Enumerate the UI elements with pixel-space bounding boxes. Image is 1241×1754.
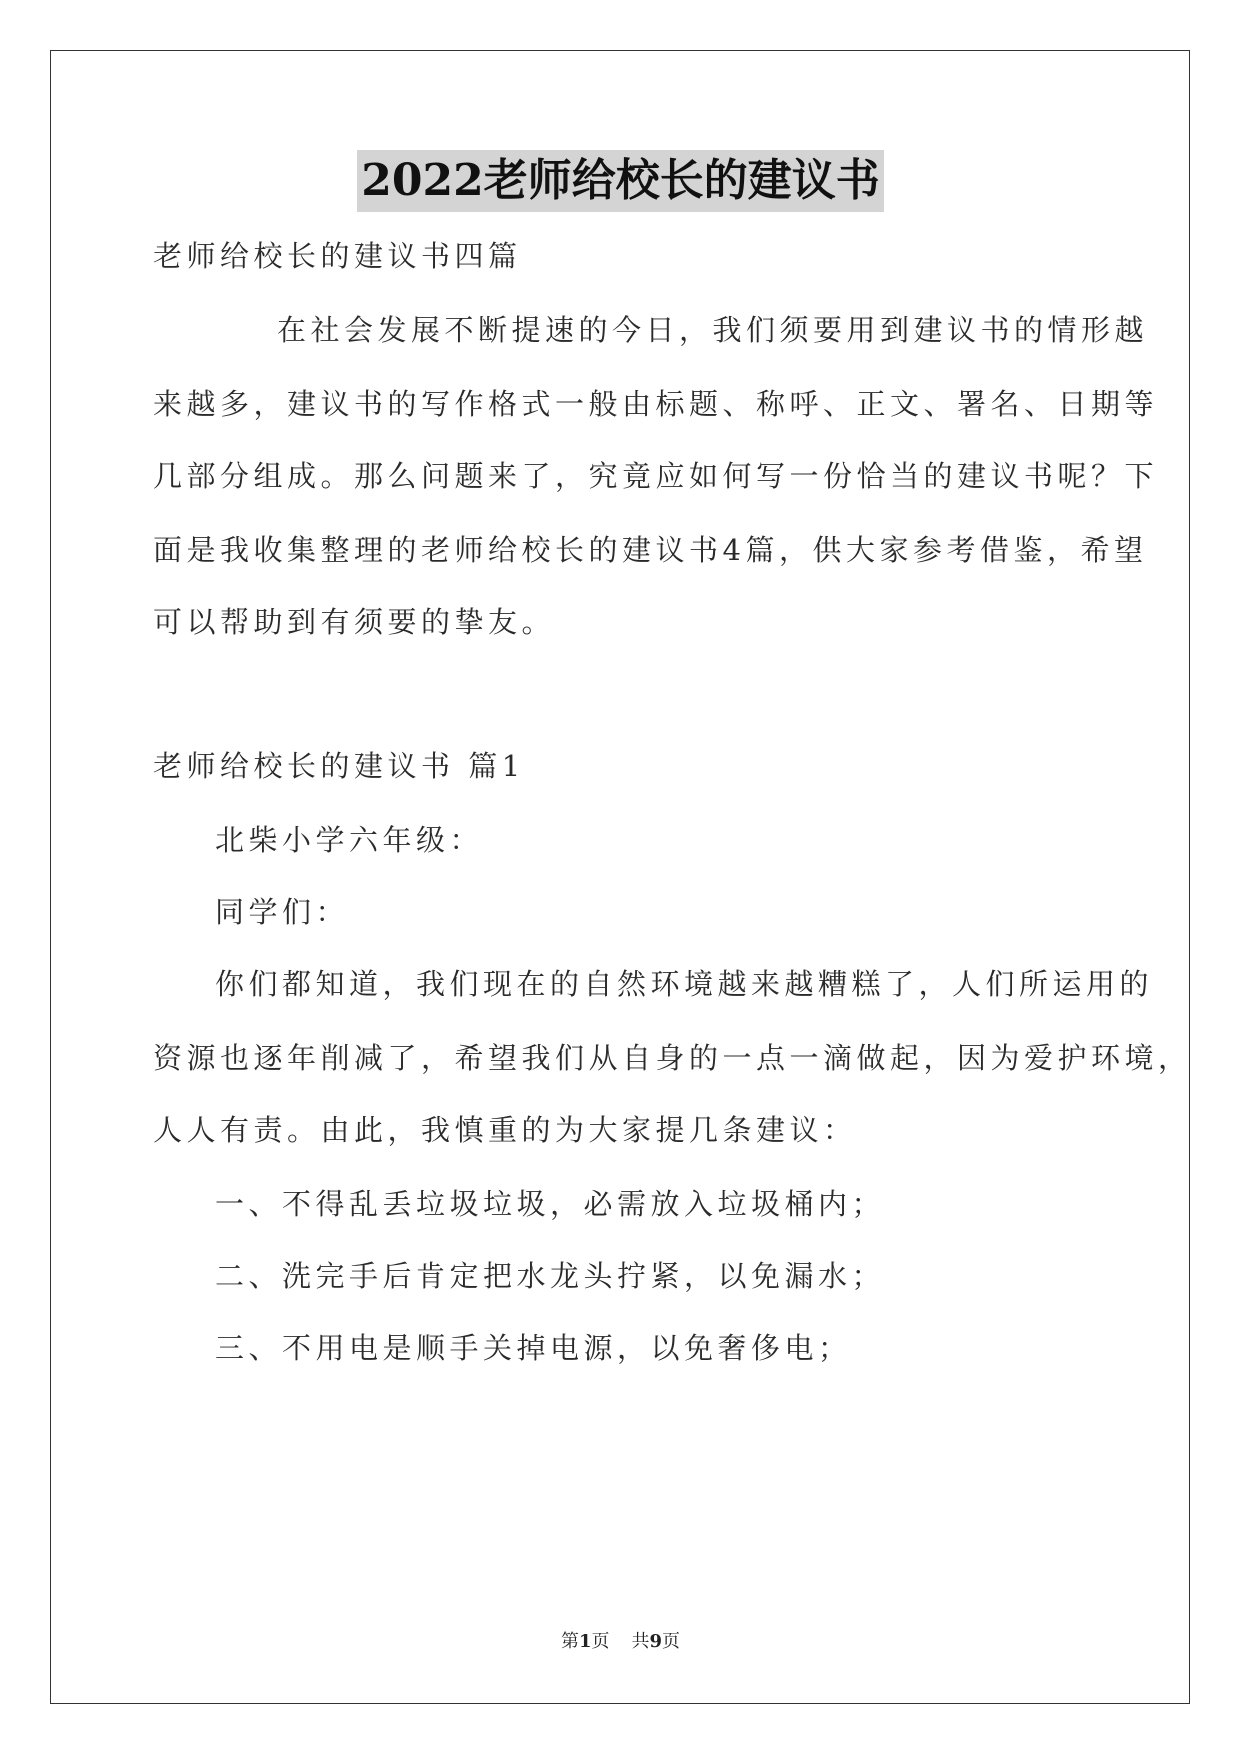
body-line: 你们都知道，我们现在的自然环境越来越糟糕了，人们所运用的 [215, 967, 1154, 1001]
page-border [50, 50, 1190, 1704]
intro-line: 几部分组成。那么问题来了，究竟应如何写一份恰当的建议书呢？下 [153, 459, 1159, 493]
total-prefix: 共 [631, 1631, 650, 1652]
intro-line: 可以帮助到有须要的挚友。 [153, 605, 556, 639]
list-item: 一、不得乱丢垃圾垃圾，必需放入垃圾桶内； [215, 1187, 886, 1221]
intro-line: 来越多，建议书的写作格式一般由标题、称呼、正文、署名、日期等 [153, 387, 1159, 421]
list-item: 三、不用电是顺手关掉电源，以免奢侈电； [215, 1331, 852, 1365]
page-mid: 页 [591, 1631, 610, 1652]
salutation-recipient: 北柴小学六年级： [215, 823, 484, 857]
total-suffix: 页 [662, 1631, 681, 1652]
page-current: 1 [578, 1631, 592, 1652]
document-title: 2022老师给校长的建议书 [357, 150, 883, 212]
document-subtitle: 老师给校长的建议书四篇 [153, 239, 522, 273]
page-footer [0, 1627, 1241, 1653]
page-total: 9 [649, 1631, 663, 1652]
salutation-greeting: 同学们： [215, 895, 350, 929]
page-prefix: 第 [560, 1631, 579, 1652]
body-line: 人人有责。由此，我慎重的为大家提几条建议： [153, 1113, 857, 1147]
list-item: 二、洗完手后肯定把水龙头拧紧，以免漏水； [215, 1259, 886, 1293]
title-container [0, 150, 1241, 212]
section-heading: 老师给校长的建议书 篇1 [153, 749, 525, 783]
body-line: 资源也逐年削减了，希望我们从自身的一点一滴做起，因为爱护环境， [153, 1041, 1192, 1075]
intro-line: 面是我收集整理的老师给校长的建议书4篇，供大家参考借鉴，希望 [153, 533, 1148, 567]
intro-line: 在社会发展不断提速的今日，我们须要用到建议书的情形越 [277, 313, 1149, 347]
